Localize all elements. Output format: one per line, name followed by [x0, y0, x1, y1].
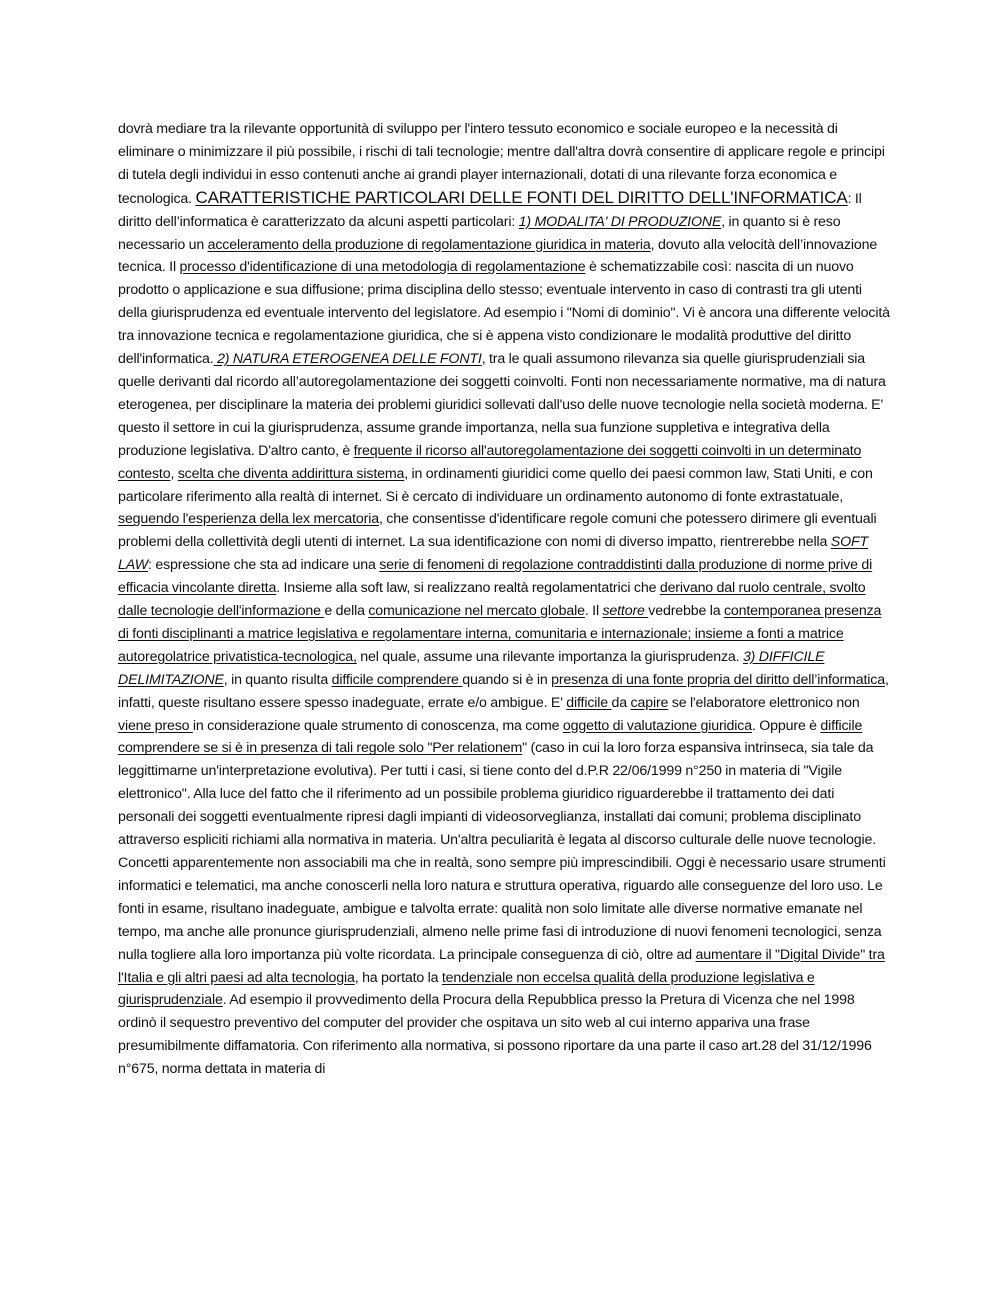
text-run: ,	[582, 166, 591, 183]
underlined-text-run: viene preso	[118, 717, 193, 734]
text-run: : qualità non solo limitate alle diverse normative emanate nel tempo, ma anche alle pronunce giurisprudenziali, almeno nelle prime fasi di introduzione di nuovi fenomeni tecnologici, senza nulla togliere alla loro importanza più volte ricordata. La	[118, 900, 882, 963]
bold-text-run: inadeguate, ambigue e	[266, 900, 408, 917]
bold-text-run: Fonti	[570, 373, 602, 390]
bold-text-run: consentire di applicare regole e principi di tutela degli individui in esso contenuti anche ai grandi player internazionali	[118, 143, 885, 183]
text-run: è schematizzabile così: nascita di un nuovo prodotto o applicazione e sua diffusione; prima disciplina dello stesso; eventuale intervento in caso di contrasti tra gli utenti della giurisprudenza ed eventuale intervento del legislatore. Ad esempio i "Nomi di dominio". Vi è ancora una differente velocità tra innovazione tecnica e regolamentazione giuridica, che si è appena visto condizionare le modalità produttive del diritto dell'informatica.	[118, 259, 890, 368]
bold-text-run: problemi della collettività degli utenti di internet.	[118, 534, 406, 551]
text-run: gli eventuali	[800, 511, 877, 528]
bold-text-run: l'elaboratore elettronico	[689, 694, 833, 711]
bold-text-run: necessità di eliminare o minimizzare il più possibile, i rischi di tali tecnologie	[118, 121, 838, 160]
underlined-text-run: comunicazione nel mercato globale	[368, 603, 585, 620]
bold-text-run: funzione suppletiva e integrativa della produzione legislativa	[118, 419, 830, 459]
underlined-text-run: contemporanea presenza di fonti disciplinanti a matrice legislativa e regolamentare interna, comunitaria e internazionale; insieme a fonti a matrice autoregolatrice privatistica-tecnologica,	[118, 603, 882, 665]
text-run: ; mentre dall'altra dovrà	[499, 143, 647, 160]
bold-text-run: realtà regolamentatrici	[493, 580, 631, 597]
text-run: , tra le quali assumono rilevanza sia quelle giurisprudenziali sia quelle derivanti dal ricordo all’autoregolamentazione dei soggetti coinvolti.	[118, 351, 866, 390]
underlined-text-run: capire	[630, 694, 669, 711]
underlined-text-run: seguendo l'esperienza della lex mercatoria	[118, 511, 379, 528]
underlined-text-run: tendenziale non eccelsa qualità della produzione legislativa e giurisprudenziale	[118, 969, 815, 1009]
bold-text-run: dirimere	[750, 511, 801, 528]
text-run: e la	[735, 121, 765, 137]
text-run: quando si è in	[462, 671, 552, 688]
numbered-point-heading: 3) DIFFICILE DELIMITAZIONE	[118, 648, 825, 688]
underlined-text-run: scelta che diventa addirittura sistema	[177, 465, 405, 482]
bold-text-run: regole comuni	[569, 511, 657, 528]
section-heading: CARATTERISTICHE PARTICOLARI DELLE FONTI DEL DIRITTO DELL'INFORMATICA	[195, 187, 848, 207]
text-run: talvolta	[407, 900, 459, 917]
bold-text-run: d.P.R 22/06/1999 n°250	[575, 763, 722, 780]
text-run: ,	[170, 465, 178, 482]
text-run: che potessero	[656, 511, 751, 528]
underlined-text-run: derivano dal ruolo centrale, svolto dalle tecnologie dell'informazione	[118, 580, 866, 620]
numbered-point-heading: settore	[602, 603, 649, 620]
text-run: se	[668, 694, 690, 711]
numbered-point-heading: 2) NATURA ETEROGENEA DELLE FONTI	[213, 351, 482, 368]
underlined-text-run: acceleramento della produzione di regolamentazione giuridica in materia	[207, 236, 651, 253]
bold-text-run: errate	[458, 900, 495, 917]
text-run: , nella sua	[534, 419, 601, 436]
text-run: , ha portato la	[354, 969, 442, 986]
text-run: vedrebbe la	[648, 603, 724, 620]
text-run: non	[832, 694, 860, 711]
text-run: norma dettata in materia di	[158, 1061, 326, 1078]
bold-text-run: principale conseguenza	[458, 946, 604, 963]
underlined-text-run: processo d'identificazione di una metodologia di regolamentazione	[179, 259, 586, 276]
underlined-text-run: frequente il ricorso all'autoregolamentazione dei soggetti coinvolti in un determinato contesto	[118, 442, 862, 482]
text-run: in considerazione quale strumento di conoscenza, ma come	[192, 717, 563, 734]
text-run: . Il	[584, 603, 603, 620]
bold-text-run: rilevante opportunità di sviluppo per l'intero tessuto economico e sociale europeo	[243, 121, 736, 137]
text-run: : espressione che sta ad indicare una	[148, 557, 380, 574]
text-run: , assume grande	[359, 419, 466, 436]
text-run: nel quale, assume una rilevante importanza la giurisprudenza.	[356, 648, 743, 665]
text-run: non necessariamente normative, ma di	[601, 373, 847, 390]
bold-text-run: dotati di una rilevante forza economica e tecnologica	[118, 166, 837, 207]
text-run: da	[611, 694, 631, 711]
bold-text-run: art.28 del 31/12/1996 n°675,	[118, 1038, 872, 1078]
bold-text-run: natura eterogenea	[118, 373, 886, 413]
text-run: che	[630, 580, 660, 597]
text-run: . D'altro canto, è	[250, 442, 354, 459]
underlined-text-run: difficile	[566, 694, 612, 711]
underlined-text-run: difficile comprendere	[331, 671, 463, 688]
text-run: .	[188, 190, 196, 207]
text-run: in esame, risultano	[144, 900, 267, 917]
bold-text-run: fonti	[118, 900, 145, 917]
text-run: . Ad esempio il provvedimento della Procura della Repubblica presso la Pretura di Vicenza che nel 1998 ordinò il sequestro preventivo del computer del provider che ospitava un sito web al cui interno appariva una frase presumibilmente diffamatoria. Con riferimento alla normativa, si possono riportare da una parte il caso	[118, 992, 855, 1055]
underlined-text-run: serie di fenomeni di regolazione contraddistinti dalla produzione di norme prive di efficacia vincolante diretta	[118, 557, 873, 597]
text-run: ,	[839, 488, 844, 505]
bold-text-run: individuare un ordinamento autonomo di fonte extrastatuale	[475, 488, 840, 505]
text-run: La sua identificazione con nomi di diverso impatto, rientrerebbe nella	[405, 534, 831, 551]
text-run: in materia di "Vigile elettronico". Alla luce del fatto che il riferimento ad un possibile problema giuridico riguarderebbe il trattamento dei dati personali dei soggetti eventualmente ripresi dagli impianti di videosorveglianza, installati dai comuni; problema disciplinato attraverso espliciti richiami alla normativa in materia. Un'altra peculiarità è legata al discorso culturale delle nuove tecnologie. Concetti apparentemente non associabili ma che in realtà, sono sempre più imprescindibili. Oggi è necessario usare strumenti informatici e telematici, ma anche conoscerli nella loro natura e struttura operativa, riguardo alle conseguenze del loro uso. Le	[118, 763, 886, 894]
text-run: dovrà	[118, 121, 157, 137]
underlined-text-run: SOFT LAW	[118, 534, 868, 574]
text-run: , in quanto si è reso necessario un	[118, 213, 841, 253]
numbered-point-heading: 1) MODALITA' DI PRODUZIONE	[518, 213, 722, 230]
bold-text-run: media	[156, 121, 195, 137]
text-run: . Insieme alla soft law, si realizzano	[276, 580, 494, 597]
text-run: , in ordinamenti giuridici come quello dei paesi common law, Stati Uniti, e con particolare riferimento alla realtà di internet. Si è cercato di	[118, 465, 873, 505]
document-page	[118, 118, 893, 1081]
underlined-text-run: difficile comprendere se si è in presenza di tali regole solo "Per relationem	[118, 717, 863, 757]
text-run: , per disciplinare la materia dei problemi giuridici sollevati dall'uso delle nuove tecnologie nella società moderna. E' questo il settore in cui la	[118, 396, 884, 436]
text-run: " (caso in cui la loro forza espansiva intrinseca, sia tale da leggittimarne un'interpretazione evolutiva). Per tutti i casi, si tiene conto del	[118, 740, 874, 780]
bold-text-run: importanza	[465, 419, 535, 436]
underlined-text-run: aumentare il "Digital Divide" tra l'Italia e gli altri paesi ad alta tecnologia	[118, 946, 885, 986]
body-paragraph	[118, 118, 893, 1081]
text-run: , che consentisse d'identificare	[379, 511, 570, 528]
underlined-text-run: oggetto di valutazione giuridica	[562, 717, 752, 734]
text-run: , dovuto alla velocità dell’innovazione tecnica. Il	[118, 236, 878, 276]
text-run: di ciò, oltre ad	[603, 946, 696, 963]
text-run: , in quanto risulta	[223, 671, 332, 688]
text-run: e della	[324, 603, 369, 620]
underlined-text-run: presenza di una fonte propria del diritto dell’informatica	[551, 671, 885, 688]
bold-text-run: giurisprudenza	[268, 419, 360, 436]
text-run: . Oppure è	[751, 717, 821, 734]
text-run: re tra la	[194, 121, 244, 137]
text-run: , infatti, queste risultano essere spesso inadeguate, errate e/o ambigue. E'	[118, 671, 889, 711]
text-run: : Il diritto dell’informatica è caratterizzato da alcuni aspetti particolari:	[118, 190, 862, 230]
